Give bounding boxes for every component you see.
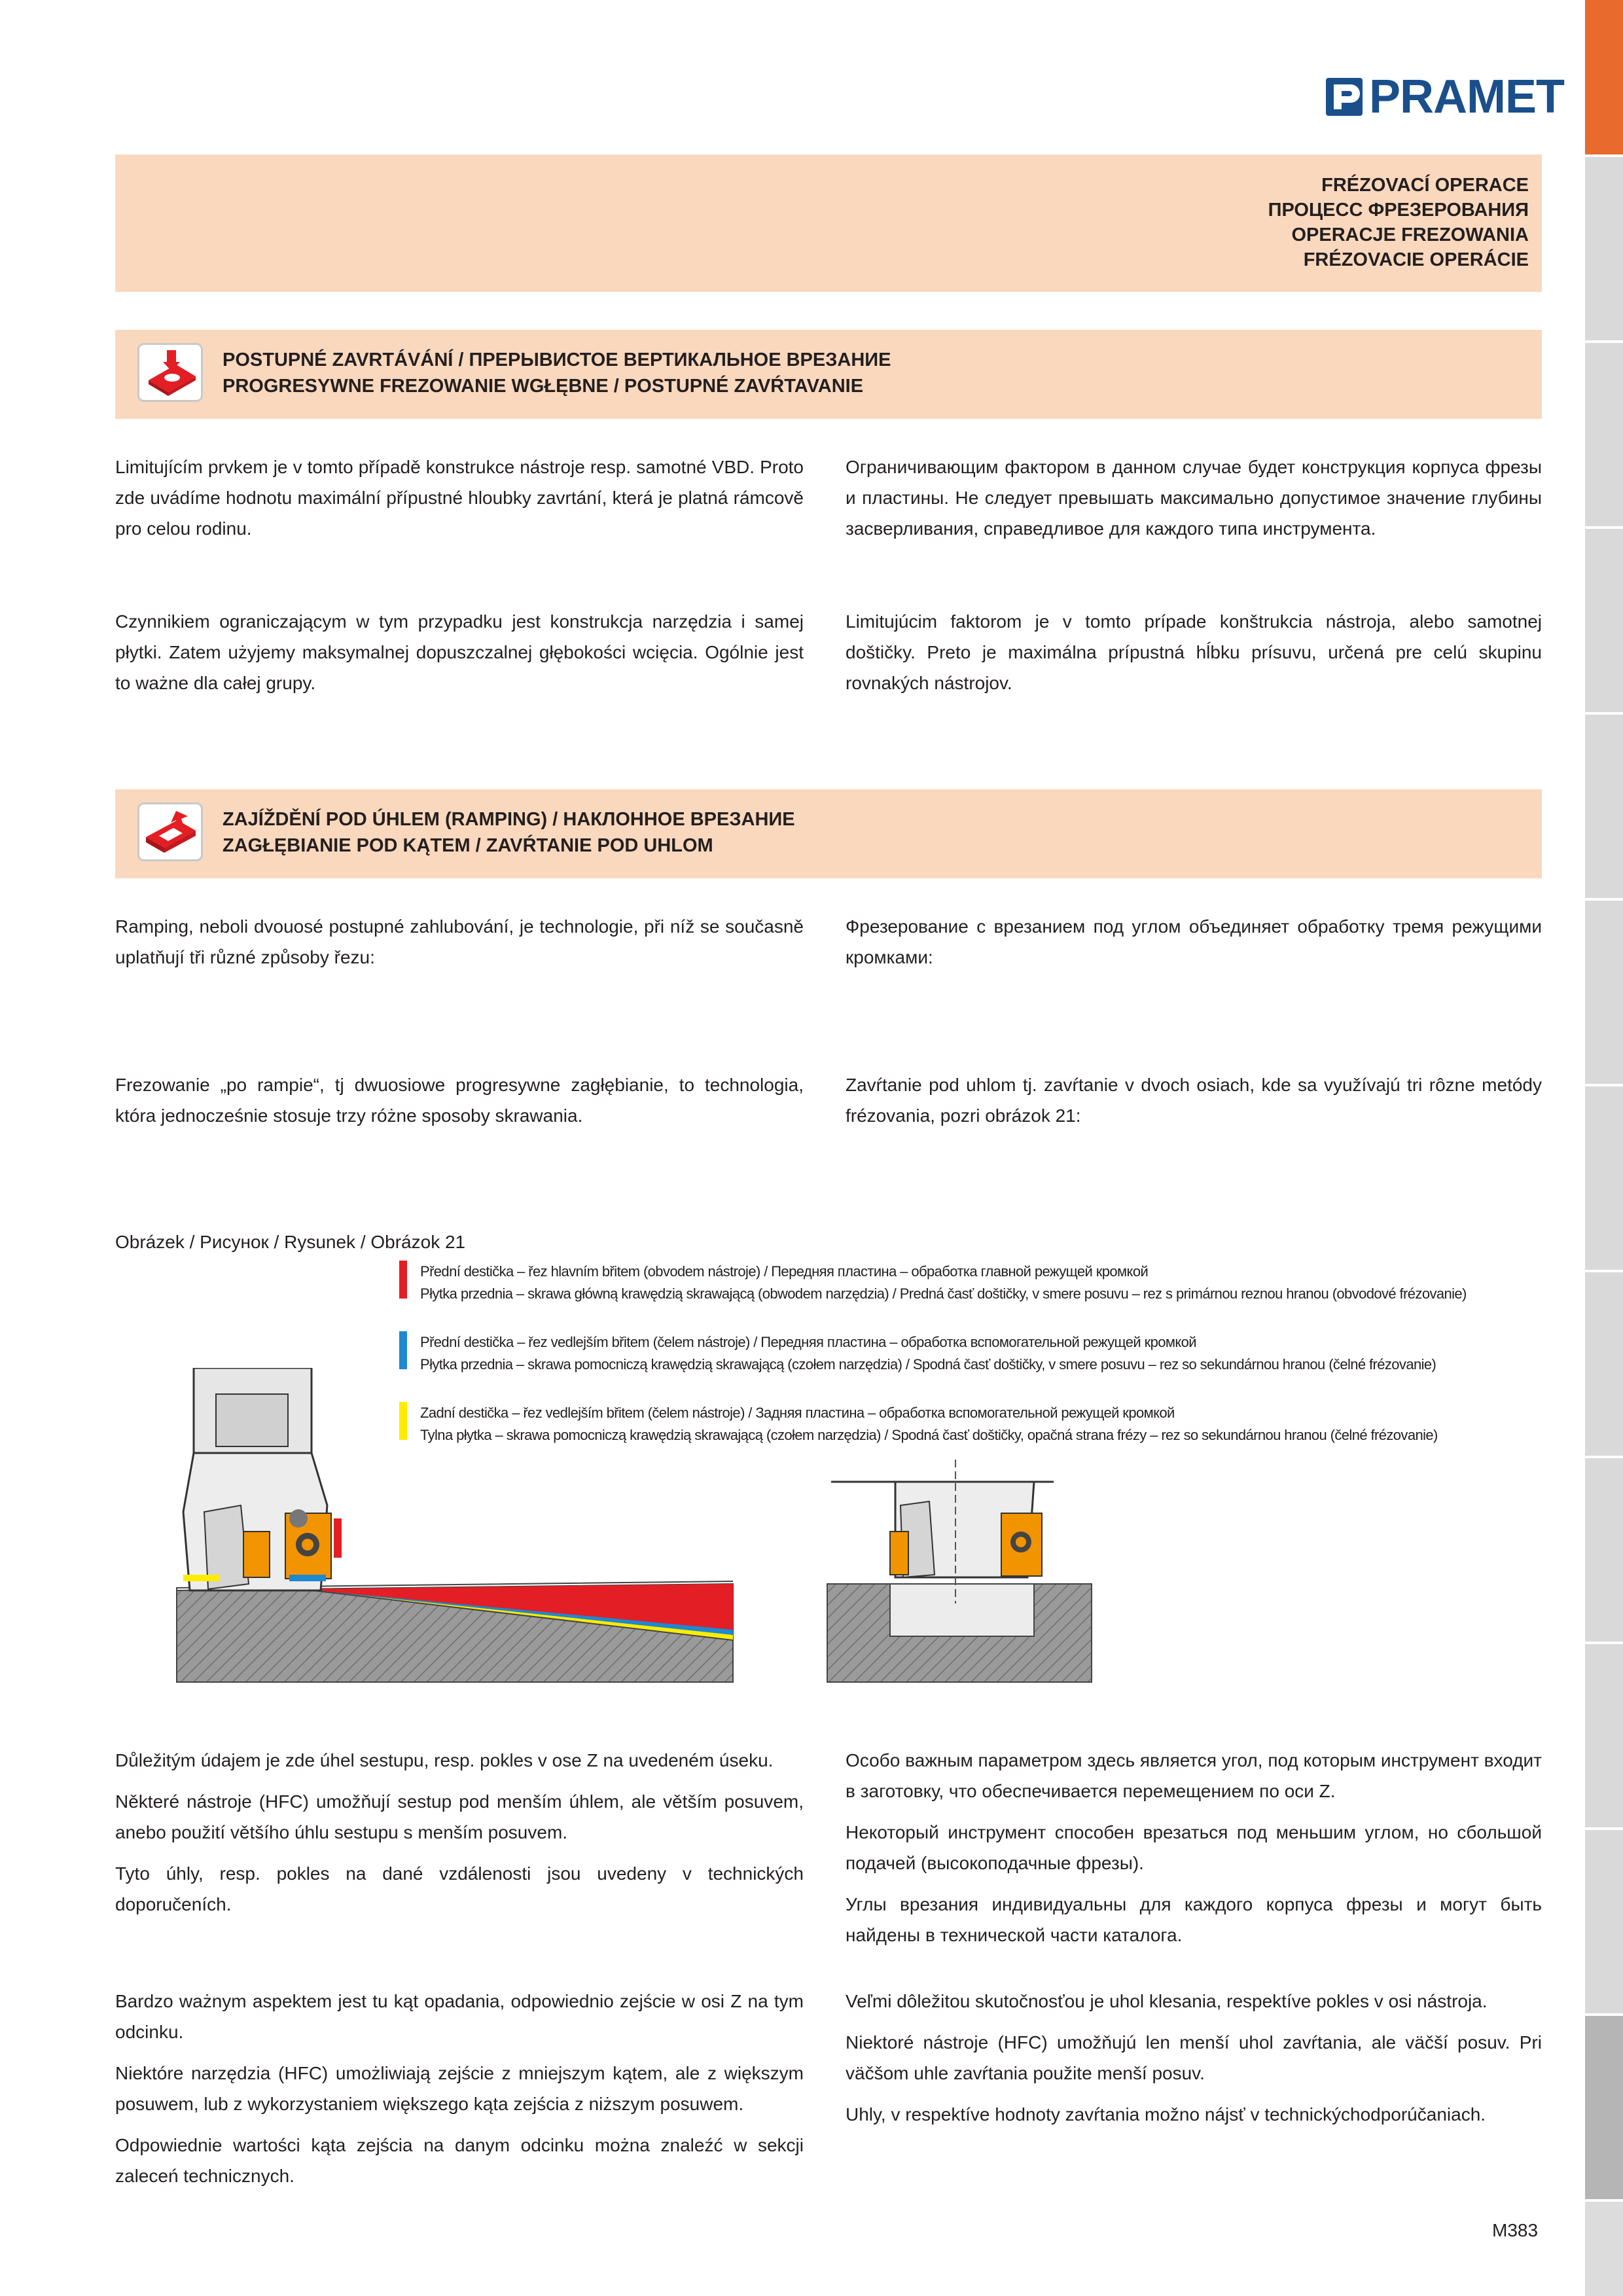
section-tab-strip [1585,0,1623,2296]
tab-section[interactable] [1585,1458,1623,1644]
paragraph: Niektóre narzędzia (HFC) umożliwiają zejście z mniejszym kątem, ale z większym posuwem, lub z wykorzystaniem większego kąta zejścia z niższym posuwem. [115,2063,804,2114]
section-title-line: PROGRESYWNE FREZOWANIE WGŁĘBNE / POSTUPNÉ ZAVŔTAVANIE [223,376,864,397]
brand-name: PRAMET [1369,71,1564,123]
legend-swatch [399,1331,407,1369]
legend-line: Płytka przednia – skrawa pomocniczą krawędzią skrawającą (czołem narzędzia) / Spodná časť doštičky, v smere posuvu – rez so sekundárnou hranou (čelné frézovanie) [420,1356,1436,1372]
text-sk [846,1986,1542,2140]
text-ru [846,452,1542,554]
plunge-milling-icon [137,343,203,402]
page-header-band [115,154,1542,292]
legend-line: Zadní destička – řez vedlejším břitem (čelem nástroje) / Задняя пластина – обработка вспомогательной режущей кромкой [420,1405,1175,1421]
tab-section[interactable] [1585,1644,1623,1830]
section-title-line: ZAJÍŽDĚNÍ POD ÚHLEM (RAMPING) / НАКЛОННОЕ ВРЕЗАНИЕ [223,809,795,830]
paragraph: Фрезерование с врезанием под углом объединяет обработку тремя режущими кромками: [846,916,1542,967]
paragraph: Odpowiednie wartości kąta zejścia na danym odcinku można znaleźć w sekcji zaleceń technicznych. [115,2135,804,2186]
paragraph: Veľmi dôležitou skutočnosťou je uhol klesania, respektíve pokles v osi nástroja. [846,1991,1488,2011]
section-header-band [115,789,1542,878]
paragraph: Důležitým údajem je zde úhel sestupu, resp. pokles v ose Z na uvedeném úseku. [115,1750,774,1770]
paragraph: Limitujícím prvkem je v tomto případě konstrukce nástroje resp. samotné VBD. Proto zde uvádíme hodnotu maximální přípustné hloubky zavrtání, která je platná rámcově pro celou rodinu. [115,457,804,539]
tab-section[interactable] [1585,343,1623,529]
paragraph: Czynnikiem ograniczającym w tym przypadku jest konstrukcja narzędzia i samej płytki. Zatem użyjemy maksymalnej dopuszczalnej głębokości wcięcia. Ogólnie jest to ważne dla całej grupy. [115,611,804,693]
paragraph: Tyto úhly, resp. pokles na dané vzdálenosti jsou uvedeny v technických doporučeních. [115,1863,804,1914]
section-title [223,806,795,859]
paragraph: Bardzo ważnym aspektem jest tu kąt opadania, odpowiednio zejście w osi Z na tym odcinku. [115,1991,804,2042]
tab-section[interactable] [1585,157,1623,343]
paragraph: Ramping, neboli dvouosé postupné zahlubování, je technologie, při níž se současně uplatňují tři různé způsoby řezu: [115,916,804,967]
pocket-workpiece [827,1584,1092,1682]
paragraph: Некоторый инструмент способен врезаться под меньшим углом, но сбольшой подачей (высокоподачные фрезы). [846,1822,1542,1873]
tab-section[interactable] [1585,1086,1623,1272]
tab-section[interactable] [1585,901,1623,1086]
ramp-workpiece [177,1581,733,1682]
milling-cutter-right [831,1460,1054,1604]
page-number: M383 [1492,2220,1539,2240]
text-ru [846,911,1542,983]
text-ru [846,1745,1542,1961]
pramet-logo [1325,71,1564,123]
page-title [1268,173,1529,272]
legend-line: Płytka przednia – skrawa główną krawędzią skrawającą (obwodem narzędzia) / Predná časť doštičky, v smere posuvu – rez s primárnou reznou hranou (obvodové frézovanie) [420,1285,1467,1302]
title-line: FRÉZOVACIE OPERÁCIE [1303,249,1529,270]
tab-section[interactable] [1585,1830,1623,2016]
section-title-line: ZAGŁĘBIANIE POD KĄTEM / ZAVŔTANIE POD UHLOM [223,835,713,856]
ramping-icon [137,802,203,861]
tab-current-chapter[interactable] [1585,2016,1623,2202]
text-cz [115,1745,804,1930]
milling-cutter-left [183,1368,342,1590]
pramet-logo-mark-icon [1325,77,1364,117]
paragraph: Frezowanie „po rampie“, tj dwuosiowe progresywne zagłębianie, to technologia, która jednocześnie stosuje trzy różne sposoby skrawania. [115,1075,804,1126]
tab-section[interactable] [1585,529,1623,715]
paragraph: Ограничивающим фактором в данном случае будет конструкция корпуса фрезы и пластины. Не следует превышать максимально допустимое значение глубины засверливания, справедливое для каждого типа инструмента. [846,457,1542,539]
ramping-figure [170,1368,1099,1695]
tab-active-section[interactable] [1585,0,1623,157]
legend-line: Přední destička – řez vedlejším břitem (čelem nástroje) / Передняя пластина – обработка вспомогательной режущей кромкой [420,1334,1196,1350]
text-cz [115,452,804,554]
section-title-line: POSTUPNÉ ZAVRTÁVÁNÍ / ПРЕРЫВИСТОЕ ВЕРТИКАЛЬНОЕ ВРЕЗАНИЕ [223,350,891,370]
text-pl [115,606,804,709]
tab-section[interactable] [1585,715,1623,901]
text-sk [846,606,1542,709]
paragraph: Особо важным параметром здесь является угол, под которым инструмент входит в заготовку, что обеспечивается перемещением по оси Z. [846,1750,1542,1801]
legend-line: Tylna płytka – skrawa pomocniczą krawędzią skrawającą (czołem narzędzia) / Spodná časť doštičky, opačná strana frézy – rez so sekundárnou hranou (čelné frézovanie) [420,1427,1438,1443]
text-pl [115,1986,804,2202]
text-cz [115,911,804,983]
paragraph: Některé nástroje (HFC) umožňují sestup pod menším úhlem, ale větším posuvem, anebo použití většího úhlu sestupu s menším posuvem. [115,1791,804,1842]
legend-text [420,1261,1467,1305]
title-line: FRÉZOVACÍ OPERACE [1321,175,1529,196]
section-title [223,347,891,399]
legend-swatch [399,1261,407,1299]
title-line: OPERACJE FREZOWANIA [1291,224,1529,245]
legend-item-red [399,1261,1467,1305]
paragraph: Uhly, v respektíve hodnoty zavŕtania možno nájsť v technickýchodporúčaniach. [846,2104,1486,2125]
figure-caption: Obrázek / Рисунок / Rysunek / Obrázok 21 [115,1232,466,1252]
legend-line: Přední destička – řez hlavním břitem (obvodem nástroje) / Передняя пластина – обработка главной режущей кромкой [420,1263,1149,1280]
tab-section[interactable] [1585,1272,1623,1458]
paragraph: Limitujúcim faktorom je v tomto prípade konštrukcia nástroja, alebo samotnej doštičky. Preto je maximálna prípustná hĺbku prísuvu, určená pre celú skupinu rovnakých nástrojov. [846,611,1542,693]
paragraph: Zavŕtanie pod uhlom tj. zavŕtanie v dvoch osiach, kde sa využívajú tri rôzne metódy frézovania, pozri obrázok 21: [846,1075,1542,1126]
text-sk [846,1069,1542,1141]
paragraph: Углы врезания индивидуальны для каждого корпуса фрезы и могут быть найдены в технической части каталога. [846,1894,1542,1945]
section-header-band [115,330,1542,419]
paragraph: Niektoré nástroje (HFC) umožňujú len menší uhol zavŕtania, ale väčší posuv. Pri väčšom uhle zavŕtania použite menší posuv. [846,2032,1542,2083]
title-line: ПРОЦЕСС ФРЕЗЕРОВАНИЯ [1268,200,1529,221]
text-pl [115,1069,804,1141]
